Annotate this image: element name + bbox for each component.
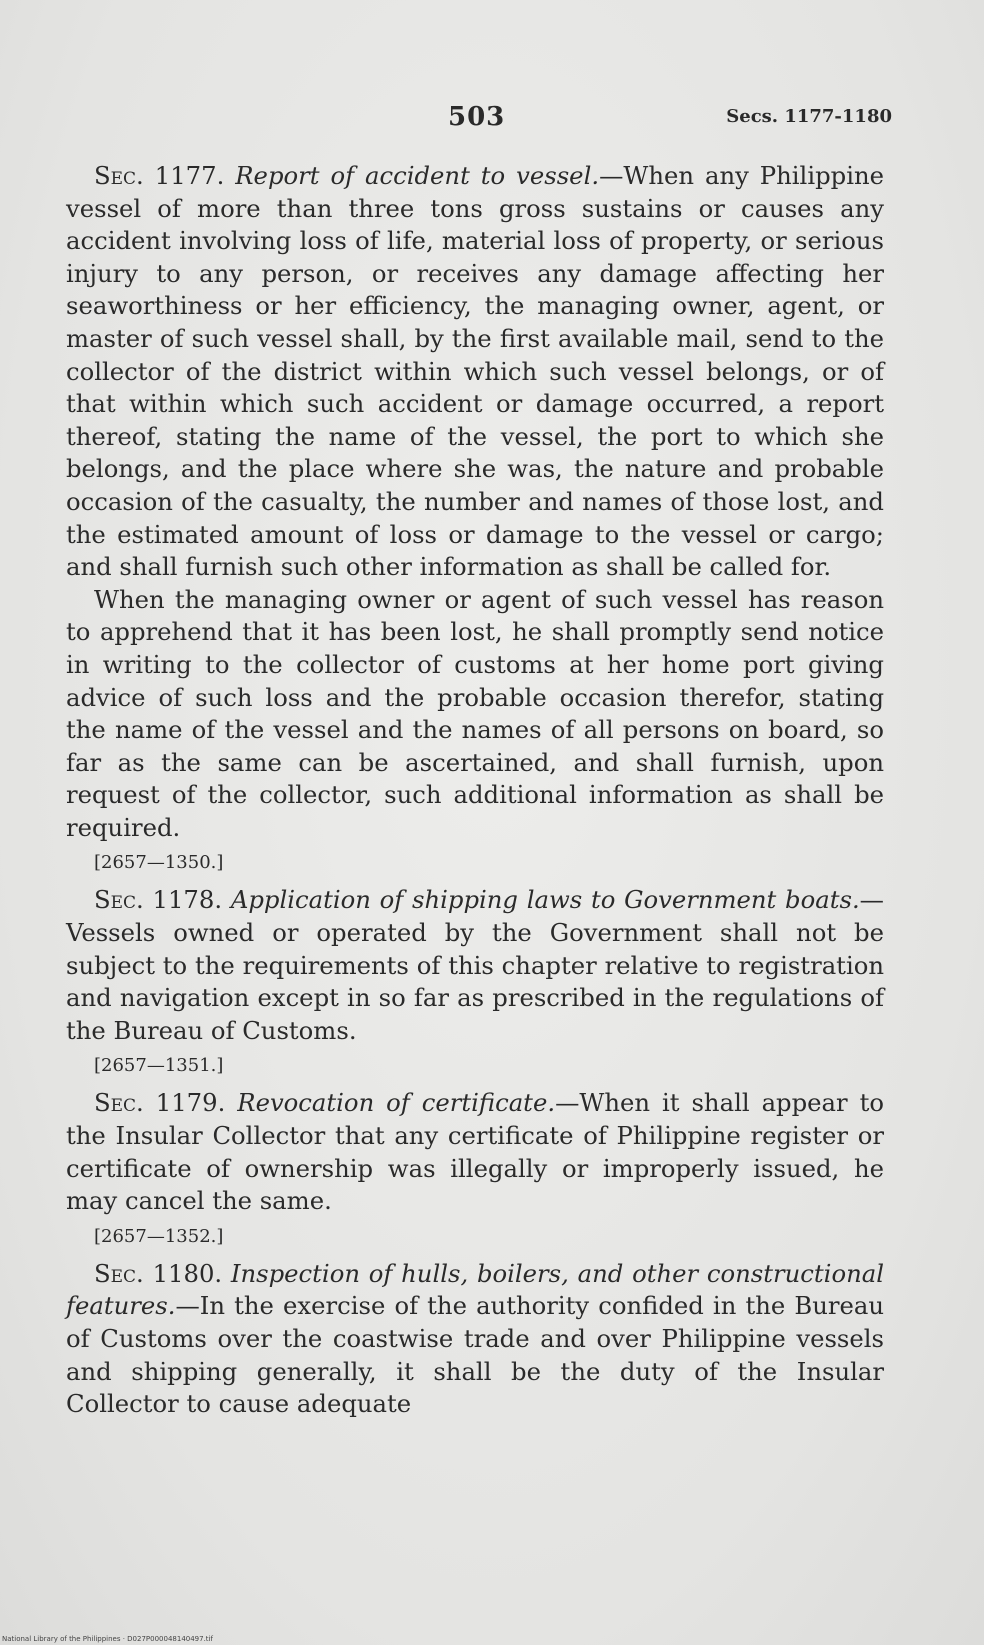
section-text: When it shall appear to the Insular Collector that any certificate of Philippine register or certificate of ownership was illegally or improperly issued, he may cancel the same. xyxy=(66,1088,884,1216)
section-label: Sec. 1177. xyxy=(94,161,225,190)
section-1177-paragraph-2: When the managing owner or agent of such vessel has reason to apprehend that it has been lost, he shall promptly send notice in writing to the collector of customs at her home port giving advice of such loss and the probable occasion therefor, stating the name of the vessel and the names of all persons on board, so far as the same can be ascertained, and shall furnish, upon request of the collector, such additional information as shall be required. xyxy=(66,584,884,842)
section-1177: Sec. 1177. Report of accident to vessel.—When any Philippine vessel of more than three tons gross sustains or causes any accident involving loss of life, material loss of property, or serious injury to any person, or receives any damage affecting her seaworthiness or her efficiency, the managing owner, agent, or master of such vessel shall, by the first available mail, send to the collector of the district within which such vessel belongs, or of that within which such accident or damage occurred, a report thereof, stating the name of the vessel, the port to which she belongs, and the place where she was, the nature and probable occasion of the casualty, the number and names of those lost, and the estimated amount of loss or damage to the vessel or cargo; and shall furnish such other information as shall be called for. xyxy=(66,161,884,582)
section-title: Inspection of hulls, boilers, and other constructional features. xyxy=(66,1258,884,1321)
page-body xyxy=(66,160,884,1421)
page-header xyxy=(0,102,984,142)
citation: [2657—1350.] xyxy=(94,852,224,874)
page-number: 503 xyxy=(448,102,506,132)
section-title: Application of shipping laws to Government boats. xyxy=(230,885,860,915)
section-1180: Sec. 1180. Inspection of hulls, boilers, and other constructional features.—In the exercise of the authority confided in the Bureau of Customs over the coastwise trade and over Philippine vessels and shipping generally, it shall be the duty of the Insular Collector to cause adequate xyxy=(66,1258,884,1419)
citation: [2657—1352.] xyxy=(94,1225,224,1247)
section-text: Vessels owned or operated by the Government shall not be subject to the requirements of this chapter relative to registration and navigation except in so far as prescribed in the regulations of the Bureau of Customs. xyxy=(66,918,884,1045)
section-title: Revocation of certificate. xyxy=(237,1088,556,1118)
running-head: Secs. 1177-1180 xyxy=(726,106,892,127)
section-label: Sec. 1179. xyxy=(94,1088,226,1118)
section-title: Report of accident to vessel. xyxy=(235,161,600,190)
section-1178: Sec. 1178. Application of shipping laws to Government boats.—Vessels owned or operated by the Government shall not be subject to the requirements of this chapter relative to registration and navigation except in so far as prescribed in the regulations of the Bureau of Customs. xyxy=(66,885,884,1045)
citation: [2657—1351.] xyxy=(94,1055,224,1077)
section-1179: Sec. 1179. Revocation of certificate.—When it shall appear to the Insular Collector that any certificate of Philippine register or certificate of ownership was illegally or improperly issued, he may cancel the same. xyxy=(66,1088,884,1216)
section-text: When any Philippine vessel of more than three tons gross sustains or causes any accident involving loss of life, material loss of property, or serious injury to any person, or receives any damage affecting her seaworthiness or her efficiency, the managing owner, agent, or master of such vessel shall, by the first available mail, send to the collector of the district within which such vessel belongs, or of that within which such accident or damage occurred, a report thereof, stating the name of the vessel, the port to which she belongs, and the place where she was, the nature and probable occasion of the casualty, the number and names of those lost, and the estimated amount of loss or damage to the vessel or cargo; and shall furnish such other information as shall be called for. xyxy=(66,161,884,582)
section-label: Sec. 1178. xyxy=(94,885,223,915)
section-label: Sec. 1180. xyxy=(94,1258,223,1288)
scan-footer: National Library of the Philippines · D027P000048140497.tif xyxy=(2,1635,213,1643)
section-text: In the exercise of the authority confided in the Bureau of Customs over the coastwise trade and over Philippine vessels and shipping generally, it shall be the duty of the Insular Collector to cause adequate xyxy=(66,1291,884,1419)
